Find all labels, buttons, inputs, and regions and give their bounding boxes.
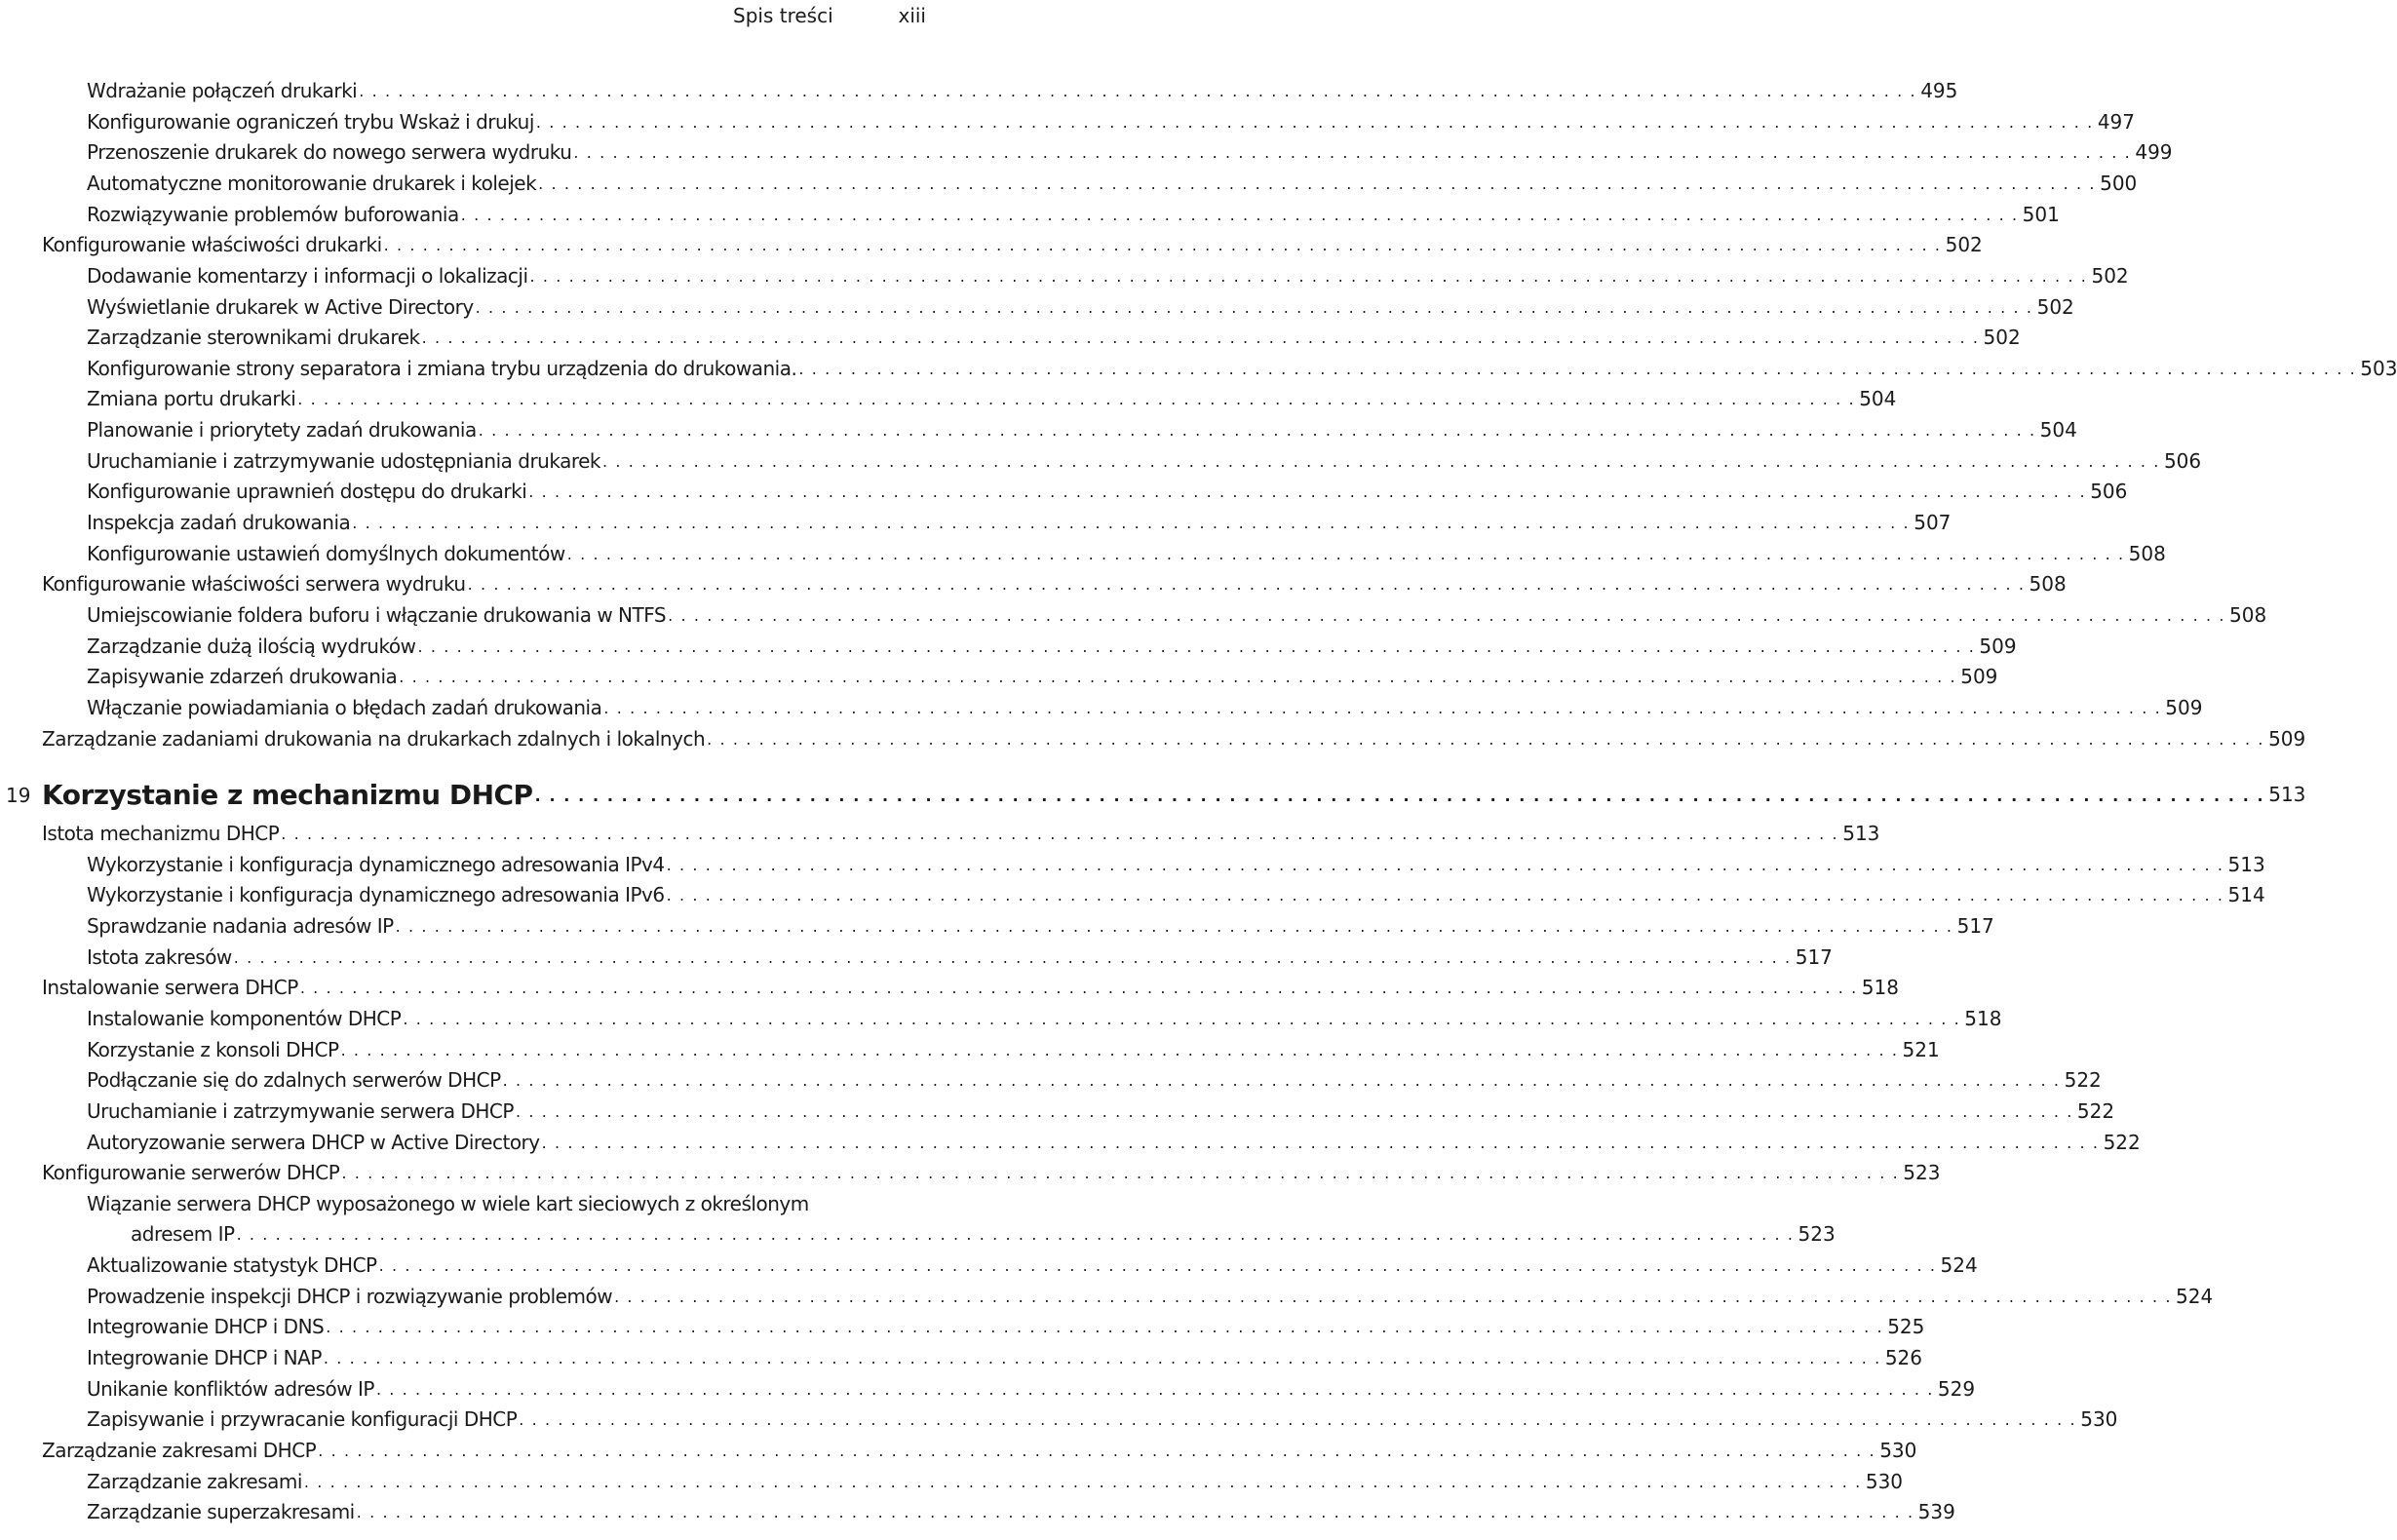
toc-entry-title: Wykorzystanie i konfiguracja dynamicznego adresowania IPv4 [87,853,665,876]
leader-dots: . . . . . . . . . . . . . . . . . . . . . . . . . . . . . . . . . . . . . . . . . . . . . . . . . . . . . . . . . . . . . . . . . . . . . . . . . . . . . . . . . . . . . . . . . . . . . . . . . . . . . . . . . . . . . . . . . . . . . . . . [475,298,2033,317]
leader-dots: . . . . . . . . . . . . . . . . . . . . . . . . . . . . . . . . . . . . . . . . . . . . . . . . . . . . . . . . . . . . . . . . . . . . . . . . . . . . . . . . . . . . . . . . . . . . . . . . . . . . . . . . . . . . . . . . . . . . . . . . [529,267,2088,286]
toc-entry-page-number: 523 [1798,1222,1836,1246]
toc-entry-title: Integrowanie DHCP i NAP [87,1346,322,1369]
toc-entry-title: Autoryzowanie serwera DHCP w Active Directory [87,1131,540,1154]
toc-entry-level-2[interactable] [87,1251,1978,1281]
toc-entry-level-2[interactable] [87,200,2060,230]
toc-entry-title: Konfigurowanie ograniczeń trybu Wskaż i drukuj [87,110,534,134]
toc-entry-level-2[interactable] [87,1497,1955,1527]
toc-entry-title: Zarządzanie zadaniami drukowania na drukarkach zdalnych i lokalnych [42,727,706,751]
toc-entry-level-2[interactable] [87,415,2077,445]
toc-entry-level-1[interactable] [42,1158,1941,1188]
leader-dots: . . . . . . . . . . . . . . . . . . . . . . . . . . . . . . . . . . . . . . . . . . . . . . . . . . . . . . . . . . . . . . . . . . . . . . . . . . . . . . . . . . . . . . . . . . . . . . . . . . . . . . . . . . . . . . . . . . . . . . . . [352,514,1911,532]
toc-entry-page-number: 509 [1960,665,1998,688]
leader-dots: . . . . . . . . . . . . . . . . . . . . . . . . . . . . . . . . . . . . . . . . . . . . . . . . . . . . . . . . . . . . . . . . . . . . . . . . . . . . . . . . . . . . . . . . . . . . . . . . . . . . . . . . . . . . . . . . . . . . . . . . [299,979,1858,997]
leader-dots: . . . . . . . . . . . . . . . . . . . . . . . . . . . . . . . . . . . . . . . . . . . . . . . . . . . . . . . . . . . . . . . . . . . . . . . . . . . . . . . . . . . . . . . . . . . . . . . . . . . . . . . . . . . . . . . . . . . . . . . . [236,1225,1795,1244]
toc-entry-title: Zarządzanie dużą ilością wydruków [87,635,416,658]
toc-entry-title: Prowadzenie inspekcji DHCP i rozwiązywanie problemów [87,1285,613,1308]
chapter-heading[interactable] [42,777,2306,814]
toc-entry-title: Instalowanie serwera DHCP [42,976,298,999]
leader-dots: . . . . . . . . . . . . . . . . . . . . . . . . . . . . . . . . . . . . . . . . . . . . . . . . . . . . . . . . . . . . . . . . . . . . . . . . . . . . . . . . . . . . . . . . . . . . . . . . . . . . . . . . . . . . . . . . . . . . . . . . [383,236,1942,254]
toc-entry-level-2[interactable] [87,1097,2115,1127]
toc-entry-title: Podłączanie się do zdalnych serwerów DHCP [87,1068,501,1092]
leader-dots: . . . . . . . . . . . . . . . . . . . . . . . . . . . . . . . . . . . . . . . . . . . . . . . . . . . . . . . . . . . . . . . . . . . . . . . . . . . . . . . . . . . . . . . . . . . . . . . . . . . . . . . . . . . . . . . . . . . . . . . . [467,575,2026,594]
toc-entry-title: Istota mechanizmu DHCP [42,822,280,845]
leader-dots: . . . . . . . . . . . . . . . . . . . . . . . . . . . . . . . . . . . . . . . . . . . . . . . . . . . . . . . . . . . . . . . . . . . . . . . . . . . . . . . . . . . . . . . . . . . . . . . . . . . . . . . . . . . . . . . . . . . . . . . . [614,1288,2172,1306]
toc-entry-level-2[interactable] [87,539,2166,569]
toc-entry-level-2[interactable] [87,1004,2002,1034]
toc-entry-level-2[interactable] [87,1405,2118,1435]
toc-entry-title: Zarządzanie superzakresami [87,1500,355,1523]
toc-entry-level-2[interactable] [87,1128,2141,1158]
leader-dots: . . . . . . . . . . . . . . . . . . . . . . . . . . . . . . . . . . . . . . . . . . . . . . . . . . . . . . . . . . . . . . . . . . . . . . . . . . . . . . . . . . . . . . . . . . . . . . . . . . . . . . . . . . . . . . . . . . . . . . . . [534,787,2265,805]
toc-entry-page-number: 508 [2029,572,2067,596]
toc-entry-title: Sprawdzanie nadania adresów IP [87,914,394,938]
toc-entry-title: Wykorzystanie i konfiguracja dynamicznego adresowania IPv6 [87,883,665,906]
leader-dots: . . . . . . . . . . . . . . . . . . . . . . . . . . . . . . . . . . . . . . . . . . . . . . . . . . . . . . . . . . . . . . . . . . . . . . . . . . . . . . . . . . . . . . . . . . . . . . . . . . . . . . . . . . . . . . . . . . . . . . . . [403,1010,1961,1028]
toc-entry-title: Automatyczne monitorowanie drukarek i kolejek [87,172,537,195]
toc-entry-level-2[interactable] [87,1282,2214,1312]
toc-entry-level-2[interactable] [87,1065,2102,1096]
leader-dots: . . . . . . . . . . . . . . . . . . . . . . . . . . . . . . . . . . . . . . . . . . . . . . . . . . . . . . . . . . . . . . . . . . . . . . . . . . . . . . . . . . . . . . . . . . . . . . . . . . . . . . . . . . . . . . . . . . . . . . . . [798,360,2357,378]
leader-dots: . . . . . . . . . . . . . . . . . . . . . . . . . . . . . . . . . . . . . . . . . . . . . . . . . . . . . . . . . . . . . . . . . . . . . . . . . . . . . . . . . . . . . . . . . . . . . . . . . . . . . . . . . . . . . . . . . . . . . . . . [341,1164,1900,1182]
toc-entry-title: Umiejscowianie foldera buforu i włączanie drukowania w NTFS [87,603,667,627]
leader-dots: . . . . . . . . . . . . . . . . . . . . . . . . . . . . . . . . . . . . . . . . . . . . . . . . . . . . . . . . . . . . . . . . . . . . . . . . . . . . . . . . . . . . . . . . . . . . . . . . . . . . . . . . . . . . . . . . . . . . . . . . [602,452,2160,471]
toc-entry-page-number: 530 [1865,1470,1904,1493]
toc-entry-title: Konfigurowanie uprawnień dostępu do drukarki [87,480,527,503]
toc-entry-page-number: 517 [1956,914,1994,938]
toc-entry-page-number: 506 [2090,480,2128,503]
leader-dots: . . . . . . . . . . . . . . . . . . . . . . . . . . . . . . . . . . . . . . . . . . . . . . . . . . . . . . . . . . . . . . . . . . . . . . . . . . . . . . . . . . . . . . . . . . . . . . . . . . . . . . . . . . . . . . . . . . . . . . . . [395,917,1953,936]
toc-entry-title: Instalowanie komponentów DHCP [87,1007,402,1030]
toc-entry-page-number: 518 [1964,1007,2002,1030]
toc-entry-title: Zmiana portu drukarki [87,387,296,410]
toc-entry-level-2[interactable] [87,323,2021,353]
toc-entry-level-2[interactable] [87,632,2017,662]
toc-entry-level-1[interactable] [42,230,1983,260]
toc-entry-title: Aktualizowanie statystyk DHCP [87,1253,377,1277]
toc-entry-page-number: 522 [2064,1068,2102,1092]
toc-entry-title: Integrowanie DHCP i DNS [87,1315,325,1338]
toc-entry-title: Zapisywanie i przywracanie konfiguracji DHCP [87,1407,518,1431]
toc-entry-level-2[interactable] [87,693,2203,723]
toc-entry-title: Inspekcja zadań drukowania [87,511,351,534]
toc-entry-title: Zapisywanie zdarzeń drukowania [87,665,398,688]
toc-entry-page-number: 523 [1903,1161,1941,1184]
toc-entry-wrapped-title[interactable]: Wiązanie serwera DHCP wyposażonego w wiele kart sieciowych z określonym [87,1192,809,1215]
toc-entry-level-2[interactable] [87,943,1833,973]
toc-entry-title: Wdrażanie połączeń drukarki [87,79,358,102]
toc-entry-title: Zarządzanie zakresami DHCP [42,1439,317,1462]
toc-entry-page-number: 524 [2176,1285,2214,1308]
toc-entry-level-1[interactable] [42,973,1899,1003]
toc-entry-level-2[interactable] [87,508,1952,538]
leader-dots: . . . . . . . . . . . . . . . . . . . . . . . . . . . . . . . . . . . . . . . . . . . . . . . . . . . . . . . . . . . . . . . . . . . . . . . . . . . . . . . . . . . . . . . . . . . . . . . . . . . . . . . . . . . . . . . . . . . . . . . . [326,1318,1884,1336]
toc-entry-level-2[interactable] [87,850,2265,880]
toc-entry-page-number: 513 [2268,783,2306,806]
toc-entry-page-number: 495 [1920,79,1958,102]
toc-entry-page-number: 539 [1917,1500,1955,1523]
toc-entry-title: Konfigurowanie strony separatora i zmiana trybu urządzenia do drukowania. [87,357,797,380]
toc-entry-page-number: 509 [2165,696,2203,719]
toc-entry-title: Przenoszenie drukarek do nowego serwera wydruku [87,140,572,164]
toc-entry-page-number: 509 [1979,635,2017,658]
leader-dots: . . . . . . . . . . . . . . . . . . . . . . . . . . . . . . . . . . . . . . . . . . . . . . . . . . . . . . . . . . . . . . . . . . . . . . . . . . . . . . . . . . . . . . . . . . . . . . . . . . . . . . . . . . . . . . . . . . . . . . . . [318,1442,1876,1460]
leader-dots: . . . . . . . . . . . . . . . . . . . . . . . . . . . . . . . . . . . . . . . . . . . . . . . . . . . . . . . . . . . . . . . . . . . . . . . . . . . . . . . . . . . . . . . . . . . . . . . . . . . . . . . . . . . . . . . . . . . . . . . . [375,1380,1934,1399]
toc-entry-page-number: 508 [2229,603,2267,627]
toc-entry-page-number: 513 [2227,853,2265,876]
leader-dots: . . . . . . . . . . . . . . . . . . . . . . . . . . . . . . . . . . . . . . . . . . . . . . . . . . . . . . . . . . . . . . . . . . . . . . . . . . . . . . . . . . . . . . . . . . . . . . . . . . . . . . . . . . . . . . . . . . . . . . . . [421,328,1980,347]
toc-entry-page-number: 506 [2163,449,2202,473]
leader-dots: . . . . . . . . . . . . . . . . . . . . . . . . . . . . . . . . . . . . . . . . . . . . . . . . . . . . . . . . . . . . . . . . . . . . . . . . . . . . . . . . . . . . . . . . . . . . . . . . . . . . . . . . . . . . . . . . . . . . . . . . [399,668,1957,686]
leader-dots: . . . . . . . . . . . . . . . . . . . . . . . . . . . . . . . . . . . . . . . . . . . . . . . . . . . . . . . . . . . . . . . . . . . . . . . . . . . . . . . . . . . . . . . . . . . . . . . . . . . . . . . . . . . . . . . . . . . . . . . . [666,886,2224,905]
toc-entry-title: adresem IP [131,1222,235,1246]
toc-entry-page-number: 518 [1861,976,1899,999]
toc-entry-page-number: 497 [2097,110,2135,134]
leader-dots: . . . . . . . . . . . . . . . . . . . . . . . . . . . . . . . . . . . . . . . . . . . . . . . . . . . . . . . . . . . . . . . . . . . . . . . . . . . . . . . . . . . . . . . . . . . . . . . . . . . . . . . . . . . . . . . . . . . . . . . . [666,856,2224,874]
toc-entry-page-number: 517 [1795,945,1833,969]
leader-dots: . . . . . . . . . . . . . . . . . . . . . . . . . . . . . . . . . . . . . . . . . . . . . . . . . . . . . . . . . . . . . . . . . . . . . . . . . . . . . . . . . . . . . . . . . . . . . . . . . . . . . . . . . . . . . . . . . . . . . . . . [340,1041,1899,1059]
toc-entry-title: Korzystanie z mechanizmu DHCP [42,779,533,811]
toc-entry-page-number: 504 [1859,387,1897,410]
leader-dots: . . . . . . . . . . . . . . . . . . . . . . . . . . . . . . . . . . . . . . . . . . . . . . . . . . . . . . . . . . . . . . . . . . . . . . . . . . . . . . . . . . . . . . . . . . . . . . . . . . . . . . . . . . . . . . . . . . . . . . . . [281,825,1839,843]
toc-entry-level-2[interactable] [87,662,1998,692]
leader-dots: . . . . . . . . . . . . . . . . . . . . . . . . . . . . . . . . . . . . . . . . . . . . . . . . . . . . . . . . . . . . . . . . . . . . . . . . . . . . . . . . . . . . . . . . . . . . . . . . . . . . . . . . . . . . . . . . . . . . . . . . [603,699,2162,717]
toc-entry-page-number: 501 [2022,203,2060,226]
toc-entry-level-2[interactable] [87,261,2129,291]
toc-entry-page-number: 530 [2080,1407,2118,1431]
toc-entry-page-number: 521 [1902,1038,1940,1061]
leader-dots: . . . . . . . . . . . . . . . . . . . . . . . . . . . . . . . . . . . . . . . . . . . . . . . . . . . . . . . . . . . . . . . . . . . . . . . . . . . . . . . . . . . . . . . . . . . . . . . . . . . . . . . . . . . . . . . . . . . . . . . . [417,637,1976,656]
toc-entry-page-number: 502 [1983,326,2021,349]
toc-entry-title: Planowanie i priorytety zadań drukowania [87,418,477,442]
chapter-number: 19 [6,784,31,807]
toc-entry-page-number: 499 [2135,140,2173,164]
toc-entry-level-2[interactable] [87,880,2265,910]
toc-entry-title: Uruchamianie i zatrzymywanie udostępniania drukarek [87,449,600,473]
toc-entry-title: Konfigurowanie serwerów DHCP [42,1161,340,1184]
toc-entry-level-2[interactable] [87,354,2397,384]
running-header-page-number: xiii [898,4,926,27]
toc-entry-page-number: 514 [2227,883,2265,906]
toc-entry-page-number: 525 [1887,1315,1925,1338]
toc-entry-level-2[interactable] [87,169,2138,199]
toc-entry-title: Zarządzanie zakresami [87,1470,302,1493]
toc-entry-level-2[interactable] [87,446,2202,477]
toc-entry-title: Istota zakresów [87,945,232,969]
toc-entry-page-number: 529 [1937,1377,1976,1401]
toc-entry-title: Zarządzanie sterownikami drukarek [87,326,420,349]
toc-entry-page-number: 524 [1940,1253,1978,1277]
toc-entry-page-number: 513 [1842,822,1880,845]
leader-dots: . . . . . . . . . . . . . . . . . . . . . . . . . . . . . . . . . . . . . . . . . . . . . . . . . . . . . . . . . . . . . . . . . . . . . . . . . . . . . . . . . . . . . . . . . . . . . . . . . . . . . . . . . . . . . . . . . . . . . . . . [233,948,1792,967]
leader-dots: . . . . . . . . . . . . . . . . . . . . . . . . . . . . . . . . . . . . . . . . . . . . . . . . . . . . . . . . . . . . . . . . . . . . . . . . . . . . . . . . . . . . . . . . . . . . . . . . . . . . . . . . . . . . . . . . . . . . . . . . [515,1102,2073,1121]
toc-entry-title: Włączanie powiadamiania o błędach zadań drukowania [87,696,602,719]
toc-entry-title: Konfigurowanie ustawień domyślnych dokumentów [87,542,565,565]
toc-entry-level-2[interactable] [87,76,1958,106]
toc-entry-page-number: 530 [1879,1439,1917,1462]
toc-entry-page-number: 503 [2360,357,2397,380]
toc-entry-page-number: 507 [1914,511,1952,534]
leader-dots: . . . . . . . . . . . . . . . . . . . . . . . . . . . . . . . . . . . . . . . . . . . . . . . . . . . . . . . . . . . . . . . . . . . . . . . . . . . . . . . . . . . . . . . . . . . . . . . . . . . . . . . . . . . . . . . . . . . . . . . . [535,113,2094,132]
toc-entry-level-2[interactable] [87,477,2128,507]
toc-entry-level-1[interactable] [42,724,2306,754]
leader-dots: . . . . . . . . . . . . . . . . . . . . . . . . . . . . . . . . . . . . . . . . . . . . . . . . . . . . . . . . . . . . . . . . . . . . . . . . . . . . . . . . . . . . . . . . . . . . . . . . . . . . . . . . . . . . . . . . . . . . . . . . [668,606,2226,625]
leader-dots: . . . . . . . . . . . . . . . . . . . . . . . . . . . . . . . . . . . . . . . . . . . . . . . . . . . . . . . . . . . . . . . . . . . . . . . . . . . . . . . . . . . . . . . . . . . . . . . . . . . . . . . . . . . . . . . . . . . . . . . . [707,730,2265,749]
toc-entry-level-1[interactable] [42,1436,1917,1466]
leader-dots: . . . . . . . . . . . . . . . . . . . . . . . . . . . . . . . . . . . . . . . . . . . . . . . . . . . . . . . . . . . . . . . . . . . . . . . . . . . . . . . . . . . . . . . . . . . . . . . . . . . . . . . . . . . . . . . . . . . . . . . . [478,421,2036,440]
toc-entry-title: Konfigurowanie właściwości serwera wydruku [42,572,466,596]
toc-entry-title: Wyświetlanie drukarek w Active Directory [87,295,474,319]
toc-entry-title: Dodawanie komentarzy i informacji o lokalizacji [87,264,528,288]
toc-entry-page-number: 500 [2100,172,2138,195]
toc-entry-level-2[interactable] [87,1374,1976,1405]
toc-entry-level-2[interactable] [87,107,2135,137]
toc-entry-page-number: 526 [1884,1346,1923,1369]
toc-entry-level-2[interactable] [87,384,1897,414]
leader-dots: . . . . . . . . . . . . . . . . . . . . . . . . . . . . . . . . . . . . . . . . . . . . . . . . . . . . . . . . . . . . . . . . . . . . . . . . . . . . . . . . . . . . . . . . . . . . . . . . . . . . . . . . . . . . . . . . . . . . . . . . [303,1473,1862,1491]
toc-entry-level-1[interactable] [42,569,2067,599]
toc-entry-title: Unikanie konfliktów adresów IP [87,1377,374,1401]
toc-entry-level-2[interactable] [87,1312,1925,1342]
toc-entry-level-2[interactable] [87,911,1994,942]
toc-entry-page-number: 522 [2103,1131,2141,1154]
toc-entry-page-number: 502 [2091,264,2129,288]
toc-entry-page-number: 522 [2076,1099,2115,1123]
toc-entry-level-1[interactable] [42,819,1880,849]
toc-entry-page-number: 509 [2268,727,2306,751]
toc-entry-continuation[interactable] [131,1219,1836,1250]
leader-dots: . . . . . . . . . . . . . . . . . . . . . . . . . . . . . . . . . . . . . . . . . . . . . . . . . . . . . . . . . . . . . . . . . . . . . . . . . . . . . . . . . . . . . . . . . . . . . . . . . . . . . . . . . . . . . . . . . . . . . . . . [538,174,2097,193]
leader-dots: . . . . . . . . . . . . . . . . . . . . . . . . . . . . . . . . . . . . . . . . . . . . . . . . . . . . . . . . . . . . . . . . . . . . . . . . . . . . . . . . . . . . . . . . . . . . . . . . . . . . . . . . . . . . . . . . . . . . . . . . [356,1503,1914,1521]
toc-entry-level-2[interactable] [87,292,2074,323]
leader-dots: . . . . . . . . . . . . . . . . . . . . . . . . . . . . . . . . . . . . . . . . . . . . . . . . . . . . . . . . . . . . . . . . . . . . . . . . . . . . . . . . . . . . . . . . . . . . . . . . . . . . . . . . . . . . . . . . . . . . . . . . [323,1349,1881,1367]
leader-dots: . . . . . . . . . . . . . . . . . . . . . . . . . . . . . . . . . . . . . . . . . . . . . . . . . . . . . . . . . . . . . . . . . . . . . . . . . . . . . . . . . . . . . . . . . . . . . . . . . . . . . . . . . . . . . . . . . . . . . . . . [359,82,1917,100]
toc-entry-page-number: 502 [2036,295,2074,319]
toc-entry-level-2[interactable] [87,1467,1904,1497]
toc-entry-level-2[interactable] [87,137,2173,168]
toc-entry-level-2[interactable] [87,600,2267,631]
leader-dots: . . . . . . . . . . . . . . . . . . . . . . . . . . . . . . . . . . . . . . . . . . . . . . . . . . . . . . . . . . . . . . . . . . . . . . . . . . . . . . . . . . . . . . . . . . . . . . . . . . . . . . . . . . . . . . . . . . . . . . . . [297,390,1856,408]
leader-dots: . . . . . . . . . . . . . . . . . . . . . . . . . . . . . . . . . . . . . . . . . . . . . . . . . . . . . . . . . . . . . . . . . . . . . . . . . . . . . . . . . . . . . . . . . . . . . . . . . . . . . . . . . . . . . . . . . . . . . . . . [519,1410,2077,1429]
leader-dots: . . . . . . . . . . . . . . . . . . . . . . . . . . . . . . . . . . . . . . . . . . . . . . . . . . . . . . . . . . . . . . . . . . . . . . . . . . . . . . . . . . . . . . . . . . . . . . . . . . . . . . . . . . . . . . . . . . . . . . . . [460,206,2019,224]
leader-dots: . . . . . . . . . . . . . . . . . . . . . . . . . . . . . . . . . . . . . . . . . . . . . . . . . . . . . . . . . . . . . . . . . . . . . . . . . . . . . . . . . . . . . . . . . . . . . . . . . . . . . . . . . . . . . . . . . . . . . . . . [566,545,2125,563]
toc-entry-page-number: 504 [2039,418,2077,442]
leader-dots: . . . . . . . . . . . . . . . . . . . . . . . . . . . . . . . . . . . . . . . . . . . . . . . . . . . . . . . . . . . . . . . . . . . . . . . . . . . . . . . . . . . . . . . . . . . . . . . . . . . . . . . . . . . . . . . . . . . . . . . . [502,1071,2061,1090]
toc-entry-title: Konfigurowanie właściwości drukarki [42,233,382,256]
toc-entry-page-number: 508 [2128,542,2166,565]
leader-dots: . . . . . . . . . . . . . . . . . . . . . . . . . . . . . . . . . . . . . . . . . . . . . . . . . . . . . . . . . . . . . . . . . . . . . . . . . . . . . . . . . . . . . . . . . . . . . . . . . . . . . . . . . . . . . . . . . . . . . . . . [573,143,2132,162]
running-header-title: Spis treści [733,4,833,27]
toc-entry-title: Korzystanie z konsoli DHCP [87,1038,339,1061]
leader-dots: . . . . . . . . . . . . . . . . . . . . . . . . . . . . . . . . . . . . . . . . . . . . . . . . . . . . . . . . . . . . . . . . . . . . . . . . . . . . . . . . . . . . . . . . . . . . . . . . . . . . . . . . . . . . . . . . . . . . . . . . [541,1134,2100,1152]
toc-entry-title: Rozwiązywanie problemów buforowania [87,203,459,226]
toc-entry-title: Uruchamianie i zatrzymywanie serwera DHCP [87,1099,514,1123]
leader-dots: . . . . . . . . . . . . . . . . . . . . . . . . . . . . . . . . . . . . . . . . . . . . . . . . . . . . . . . . . . . . . . . . . . . . . . . . . . . . . . . . . . . . . . . . . . . . . . . . . . . . . . . . . . . . . . . . . . . . . . . . [528,482,2087,501]
leader-dots: . . . . . . . . . . . . . . . . . . . . . . . . . . . . . . . . . . . . . . . . . . . . . . . . . . . . . . . . . . . . . . . . . . . . . . . . . . . . . . . . . . . . . . . . . . . . . . . . . . . . . . . . . . . . . . . . . . . . . . . . [378,1256,1937,1275]
toc-entry-page-number: 502 [1945,233,1983,256]
toc-entry-level-2[interactable] [87,1035,1940,1065]
toc-entry-level-2[interactable] [87,1343,1923,1373]
